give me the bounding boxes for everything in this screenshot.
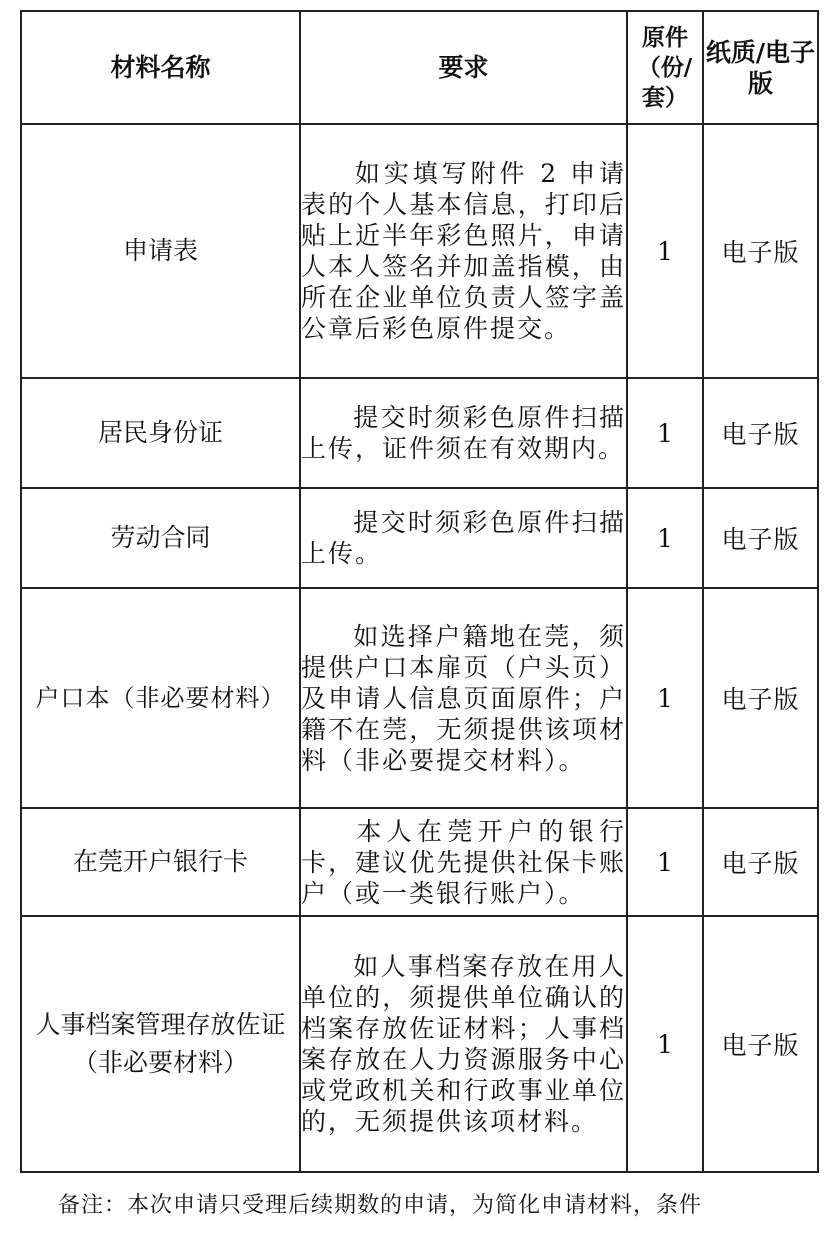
material-name: 在莞开户银行卡: [21, 808, 300, 916]
material-name: 申请表: [21, 124, 300, 378]
material-requirement: 如选择户籍地在莞，须提供户口本扉页（户头页）及申请人信息页面原件；户籍不在莞，无须提供该项材料（非必要提交材料）。: [300, 588, 627, 808]
material-requirement: 本人在莞开户的银行卡，建议优先提供社保卡账户（或一类银行账户）。: [300, 808, 627, 916]
header-material-name: 材料名称: [21, 11, 300, 124]
format-type: 电子版: [703, 916, 818, 1172]
material-requirement: 提交时须彩色原件扫描上传，证件须在有效期内。: [300, 378, 627, 488]
format-type: 电子版: [703, 808, 818, 916]
header-format: 纸质/电子版: [703, 11, 818, 124]
table-header-row: [21, 11, 818, 124]
table-row: [21, 916, 818, 1172]
original-count: 1: [627, 378, 703, 488]
format-type: 电子版: [703, 488, 818, 588]
table-row: [21, 378, 818, 488]
original-count: 1: [627, 808, 703, 916]
format-type: 电子版: [703, 588, 818, 808]
material-name: 劳动合同: [21, 488, 300, 588]
table-row: [21, 588, 818, 808]
material-requirement: 如人事档案存放在用人单位的，须提供单位确认的档案存放佐证材料；人事档案存放在人力资源服务中心或党政机关和行政事业单位的，无须提供该项材料。: [300, 916, 627, 1172]
header-original-count: 原件（份/套）: [627, 11, 703, 124]
footnote: 备注：本次申请只受理后续期数的申请，为简化申请材料，条件: [58, 1193, 703, 1218]
table-row: [21, 124, 818, 378]
material-name: 居民身份证: [21, 378, 300, 488]
material-name: 人事档案管理存放佐证（非必要材料）: [21, 916, 300, 1172]
original-count: 1: [627, 124, 703, 378]
header-requirement: 要求: [300, 11, 627, 124]
table-row: [21, 488, 818, 588]
material-requirement: 提交时须彩色原件扫描上传。: [300, 488, 627, 588]
original-count: 1: [627, 488, 703, 588]
format-type: 电子版: [703, 378, 818, 488]
original-count: 1: [627, 916, 703, 1172]
table-row: [21, 808, 818, 916]
materials-table: [20, 10, 819, 1173]
material-name: 户口本（非必要材料）: [21, 588, 300, 808]
original-count: 1: [627, 588, 703, 808]
material-requirement: 如实填写附件 2 申请表的个人基本信息，打印后贴上近半年彩色照片，申请人本人签名并加盖指模，由所在企业单位负责人签字盖公章后彩色原件提交。: [300, 124, 627, 378]
format-type: 电子版: [703, 124, 818, 378]
